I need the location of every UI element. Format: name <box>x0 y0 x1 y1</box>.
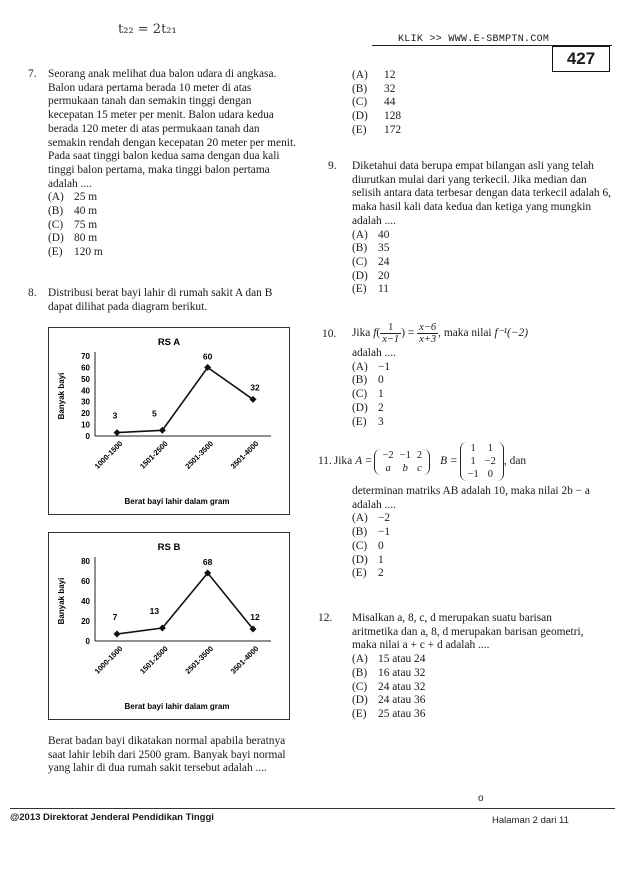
chart-title: RS B <box>157 542 181 553</box>
option-d[interactable]: (D) 128 <box>352 110 402 123</box>
x-axis-label: Berat bayi lahir dalam gram <box>124 702 230 711</box>
chart-rs-b <box>48 532 290 720</box>
question-7 <box>22 68 297 260</box>
option-d[interactable]: (D) 80 m <box>48 232 98 245</box>
chart-rs-b-svg <box>49 533 289 719</box>
fraction: $\frac{x-6}{x+3}$ <box>419 322 437 345</box>
options-list <box>352 361 614 430</box>
y-tick-label: 0 <box>85 637 90 646</box>
y-tick-label: 50 <box>81 374 90 384</box>
options-list <box>352 653 598 722</box>
option-e[interactable]: (E) 25 atau 36 <box>352 707 426 720</box>
option-e[interactable]: (E) 11 <box>352 283 389 296</box>
option-c[interactable]: (C) 24 <box>352 255 390 268</box>
chart-rs-a-svg <box>49 328 289 514</box>
question-number: 12. <box>318 612 333 624</box>
data-label: 3 <box>112 410 118 421</box>
y-tick-label: 0 <box>85 432 90 441</box>
x-tick-label: 2501-3500 <box>183 439 216 471</box>
y-tick-label: 20 <box>81 617 90 626</box>
x-tick-label: 3501-4000 <box>228 439 261 471</box>
data-point <box>114 631 121 638</box>
option-e[interactable]: (E) 3 <box>352 415 384 428</box>
question-text: adalah .... <box>352 347 396 359</box>
chart-rs-a <box>48 327 290 515</box>
options-list <box>352 229 614 298</box>
data-label: 68 <box>202 557 213 567</box>
option-b[interactable]: (B) −1 <box>352 526 391 539</box>
option-a[interactable]: (A) −1 <box>352 360 391 373</box>
footer-page-indicator: Halaman 2 dari 11 <box>492 815 569 826</box>
header-url[interactable]: KLIK >> WWW.E-SBMPTN.COM <box>398 34 550 45</box>
question-formula: Jika f( $\frac{1}{x-1}$ ) = $\frac{x-6}{x+3}$ , maka nilai f⁻¹(−2) <box>352 322 529 345</box>
data-label: 5 <box>151 408 157 419</box>
data-label: 7 <box>112 612 118 622</box>
data-label: 32 <box>250 382 260 393</box>
question-10 <box>322 322 614 429</box>
q8-options <box>352 69 602 138</box>
handwritten-note: t₂₂ = 2t₂₁ <box>118 22 177 37</box>
matrix-a: −2 −1 2 a b c <box>374 449 430 475</box>
x-tick-label: 2501-3500 <box>183 644 216 676</box>
question-8 <box>22 287 297 314</box>
data-label: 13 <box>149 606 160 616</box>
question-number: 7. <box>28 68 37 80</box>
y-tick-label: 40 <box>81 386 90 396</box>
y-axis-label: Banyak bayi <box>57 577 66 625</box>
option-d[interactable]: (D) 1 <box>352 553 384 566</box>
question-number: 9. <box>328 160 337 172</box>
question-text: Distribusi berat bayi lahir di rumah sakit A dan B dapat dilihat pada diagram berikut. <box>48 287 273 313</box>
option-c[interactable]: (C) 24 atau 32 <box>352 680 426 693</box>
option-d[interactable]: (D) 20 <box>352 269 390 282</box>
x-tick-label: 1501-2500 <box>138 644 170 676</box>
x-tick-label: 3501-4000 <box>228 644 261 676</box>
option-a[interactable]: (A) −2 <box>352 512 391 525</box>
option-c[interactable]: (C) 1 <box>352 388 384 401</box>
y-tick-label: 60 <box>81 577 90 586</box>
option-a[interactable]: (A) 40 <box>352 228 390 241</box>
question-formula: 11. Jika A = −2 −1 2 a b c B = 1 1 1 −2 −1 0 , dan <box>318 443 527 480</box>
options-list <box>48 191 297 260</box>
option-b[interactable]: (B) 35 <box>352 242 390 255</box>
question-number: 11. <box>318 454 332 467</box>
data-label: 60 <box>202 351 213 362</box>
option-e[interactable]: (E) 2 <box>352 567 384 580</box>
question-number: 10. <box>322 328 337 340</box>
question-text: Diketahui data berupa empat bilangan asli yang telah diurutkan mulai dari yang terkecil. Jika median dan selisih antara data terbesar dengan data terkecil adalah 6, maka hasil kali data kedua dan ketiga yang mungkin adalah .... <box>352 160 612 227</box>
question-9 <box>322 160 614 297</box>
y-tick-label: 40 <box>81 597 90 606</box>
y-tick-label: 60 <box>81 363 90 373</box>
y-tick-label: 30 <box>81 397 90 407</box>
option-e[interactable]: (E) 172 <box>352 123 402 136</box>
option-d[interactable]: (D) 24 atau 36 <box>352 694 426 707</box>
option-a[interactable]: (A) 15 atau 24 <box>352 653 426 666</box>
question-text: determinan matriks AB adalah 10, maka nilai 2b − a adalah .... <box>352 485 590 511</box>
option-d[interactable]: (D) 2 <box>352 401 384 414</box>
question-text: Misalkan a, 8, c, d merupakan suatu barisan aritmetika dan a, 8, d merupakan barisan geometri, maka nilai a + c + d adalah .... <box>352 612 584 652</box>
question-8-continuation: Berat badan bayi dikatakan normal apabila beratnya saat lahir lebih dari 2500 gram. Banyak bayi normal yang lahir di dua rumah sakit tersebut adalah .... <box>48 735 286 775</box>
option-a[interactable]: (A) 25 m <box>48 191 98 204</box>
footer-mark: o <box>478 793 484 804</box>
y-tick-label: 70 <box>81 352 90 361</box>
footer-divider <box>10 808 615 809</box>
footer-copyright: @2013 Direktorat Jenderal Pendidikan Tinggi <box>10 812 214 823</box>
y-axis-label: Banyak bayi <box>57 372 66 420</box>
x-tick-label: 1000-1500 <box>92 644 125 676</box>
x-axis-label: Berat bayi lahir dalam gram <box>124 497 230 506</box>
option-b[interactable]: (B) 16 atau 32 <box>352 666 426 679</box>
x-tick-label: 1000-1500 <box>92 439 125 471</box>
data-label: 12 <box>250 612 260 622</box>
fraction: $\frac{1}{x-1}$ <box>382 322 400 345</box>
option-a[interactable]: (A) 12 <box>352 69 396 81</box>
option-b[interactable]: (B) 0 <box>352 374 384 387</box>
matrix-b: 1 1 1 −2 −1 0 <box>460 442 504 481</box>
option-b[interactable]: (B) 32 <box>352 82 396 95</box>
series-line <box>117 573 253 634</box>
option-c[interactable]: (C) 0 <box>352 539 384 552</box>
option-c[interactable]: (C) 44 <box>352 96 396 109</box>
page-number: 427 <box>552 46 610 72</box>
option-e[interactable]: (E) 120 m <box>48 246 103 259</box>
option-b[interactable]: (B) 40 m <box>48 205 98 218</box>
question-number: 8. <box>28 287 37 299</box>
question-text: Seorang anak melihat dua balon udara di angkasa. Balon udara pertama berada 10 meter di atas permukaan tanah dan semakin tinggi dengan kecepatan 15 meter per menit. Balon udara kedua berada 120 meter di atas permukaan tanah dan semakin rendah dengan kecepatan 20 meter per menit. Pada saat tinggi balon kedua sama dengan dua kali tinggi balon pertama, maka tinggi balon pertama adalah .... <box>48 68 296 190</box>
y-tick-label: 10 <box>81 420 90 430</box>
options-list <box>352 512 614 581</box>
question-11 <box>318 442 614 581</box>
y-tick-label: 80 <box>81 557 90 566</box>
chart-title: RS A <box>157 337 181 348</box>
x-tick-label: 1501-2500 <box>138 439 170 471</box>
series-line <box>117 367 253 432</box>
option-c[interactable]: (C) 75 m <box>48 218 98 231</box>
y-tick-label: 20 <box>81 409 90 419</box>
question-12 <box>318 612 598 722</box>
data-point <box>114 429 121 436</box>
